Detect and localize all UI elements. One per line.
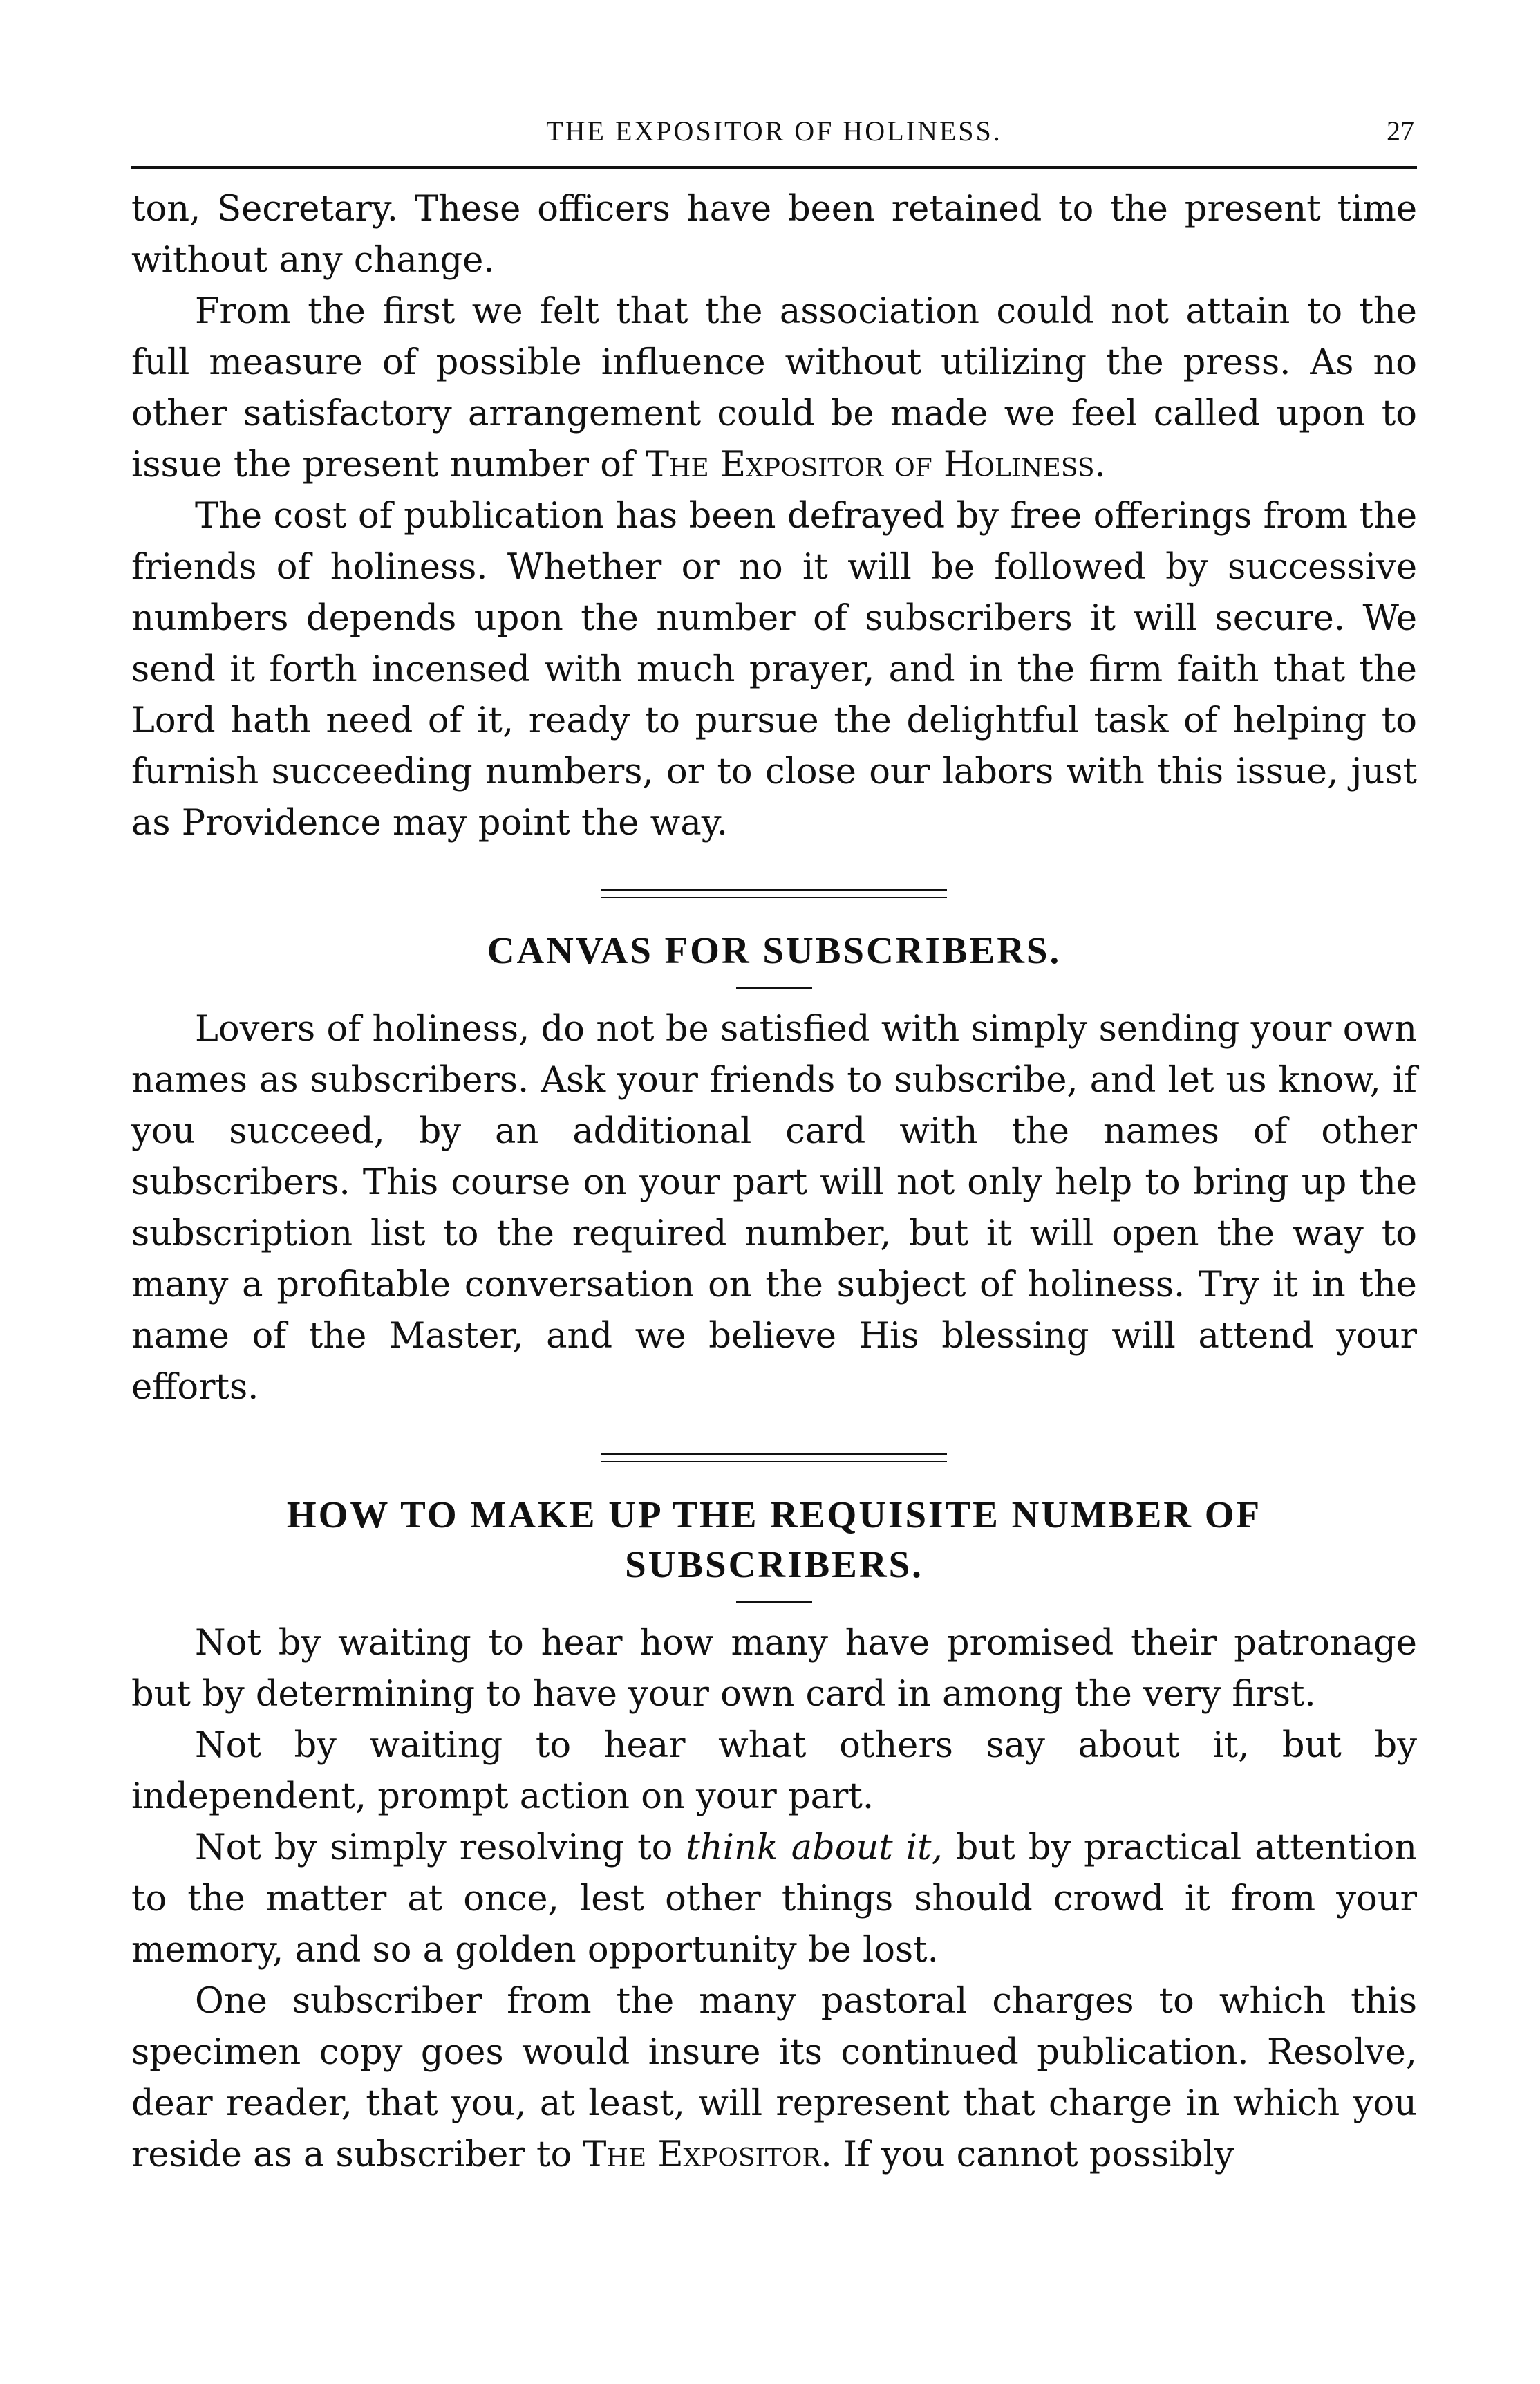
canvas-paragraph: Lovers of holiness, do not be satisfied with simply sending your own names as subscribers. Ask your friends to subscribe, and let us know, if you succeed, by an additional card with the names of other subscribers. This course on your part will not only help to bring up the subscription list to the required number, but it will open the way to many a profitable conversation on the subject of holiness. Try it in the name of the Master, and we believe His blessing will attend your efforts.: [131, 1009, 1417, 1408]
header-rule: [131, 166, 1417, 169]
howto-paragraph-4-start: One subscriber from the many pastoral charges to which this specimen copy goes would insure its continued publication. Resolve, dear reader, that you, at least, will represent that charge in which you reside as a subscriber to: [131, 1981, 1417, 2175]
page-number: 27: [1387, 115, 1414, 147]
howto-title-line-1: HOW TO MAKE UP THE REQUISITE NUMBER OF: [286, 1493, 1262, 1536]
publication-title-short: The Expositor.: [583, 2134, 832, 2175]
title-underline: [736, 987, 812, 989]
intro-paragraph-2: [131, 286, 1417, 491]
section-divider: [601, 889, 947, 898]
howto-title-line-2: SUBSCRIBERS.: [625, 1543, 923, 1585]
intro-paragraph-3: The cost of publication has been defrayed by free offerings from the friends of holiness. Whether or no it will be followed by successive numbers depends upon the number of subscribers it will secure. We send it forth incensed with much prayer, and in the firm faith that the Lord hath need of it, ready to pursue the delightful task of helping to furnish succeeding numbers, or to close our labors with this issue, just as Providence may point the way.: [131, 496, 1417, 844]
emphasis-phrase: think about it,: [686, 1827, 943, 1868]
publication-title: The Expositor of Holiness.: [646, 445, 1106, 485]
howto-paragraph-3: [131, 1823, 1417, 1976]
running-title: THE EXPOSITOR OF HOLINESS.: [546, 115, 1002, 147]
intro-paragraph-2-text: From the first we felt that the association could not attain to the full measure of possible influence without utilizing the press. As no other satisfactory arrangement could be made we feel called upon to issue the present number of: [131, 291, 1417, 485]
howto-paragraph-2: Not by waiting to hear what others say about it, but by independent, prompt action on your part.: [131, 1725, 1417, 1817]
divider-line: [601, 897, 947, 898]
intro-paragraph-1: ton, Secretary. These officers have been retained to the present time without any change.: [131, 189, 1417, 281]
howto-paragraph-3-end: but by practical attention to the matter at once, lest other things should crowd it from your memory, and so a golden opportunity be lost.: [131, 1827, 1417, 1971]
howto-paragraph-1: Not by waiting to hear how many have promised their patronage but by determining to have your own card in among the very first.: [131, 1623, 1417, 1715]
howto-paragraph-4: [131, 1976, 1417, 2181]
howto-paragraph-3-start: Not by simply resolving to: [195, 1827, 686, 1868]
running-head: [131, 104, 1417, 166]
howto-paragraph-4-end: If you cannot possibly: [832, 2134, 1234, 2175]
page: [131, 104, 1417, 2181]
divider-line: [601, 1461, 947, 1462]
title-underline: [736, 1601, 812, 1603]
canvas-section-title: CANVAS FOR SUBSCRIBERS.: [487, 929, 1062, 971]
divider-line: [601, 1453, 947, 1455]
section-divider: [601, 1453, 947, 1462]
divider-line: [601, 889, 947, 891]
howto-section-title: [131, 1490, 1417, 1590]
